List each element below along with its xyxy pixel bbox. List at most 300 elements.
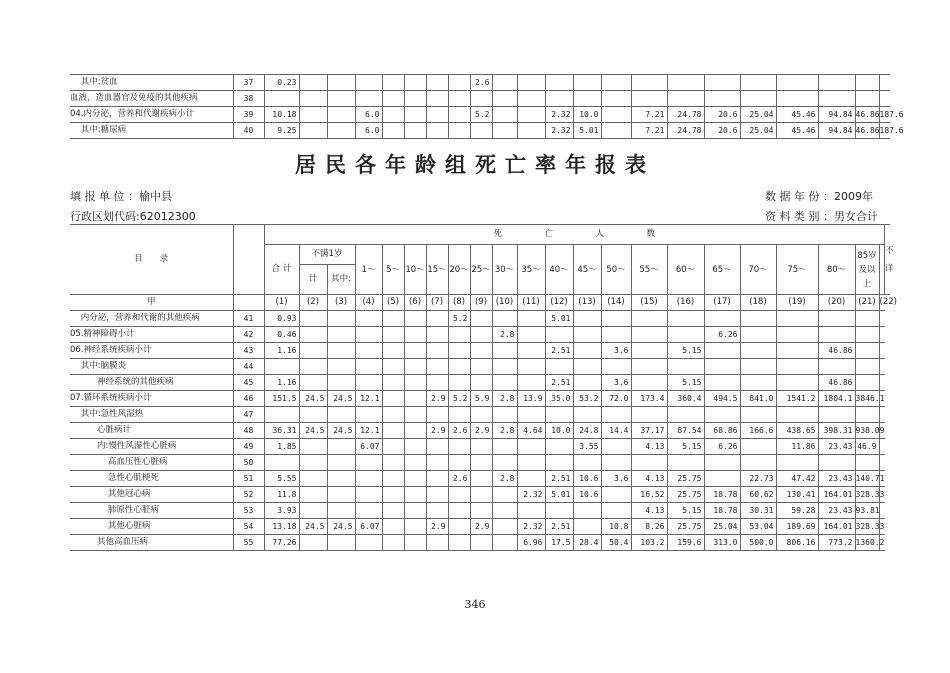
age-group-header: 45～	[573, 245, 601, 295]
table-cell: 6.07	[355, 439, 382, 455]
table-cell: 151.5	[264, 391, 299, 407]
table-cell	[355, 471, 382, 487]
table-cell	[517, 407, 545, 423]
age-group-header: 55～	[631, 245, 667, 295]
table-cell	[573, 327, 601, 343]
table-cell	[492, 91, 517, 107]
table-cell	[601, 107, 631, 123]
table-cell	[327, 535, 355, 551]
table-cell: 164.01	[818, 487, 855, 503]
table-cell: 6.0	[355, 123, 382, 139]
table-cell: 2.51	[545, 343, 573, 359]
table-cell	[740, 455, 776, 471]
table-cell: 13.18	[264, 519, 299, 535]
table-cell: 5.2	[448, 391, 470, 407]
table-cell	[855, 75, 879, 91]
table-cell	[426, 123, 448, 139]
table-cell	[740, 327, 776, 343]
table-cell	[448, 123, 470, 139]
table-cell	[704, 343, 740, 359]
table-cell: 841.0	[740, 391, 776, 407]
table-row	[70, 503, 890, 519]
row-label: 心脏病计	[70, 423, 233, 439]
table-cell	[382, 455, 404, 471]
table-cell	[382, 123, 404, 139]
table-cell	[855, 359, 879, 375]
table-cell: 10.6	[573, 471, 601, 487]
table-cell	[631, 343, 667, 359]
table-cell	[704, 407, 740, 423]
table-cell	[573, 359, 601, 375]
table-cell	[492, 75, 517, 91]
table-cell	[355, 503, 382, 519]
table-cell	[327, 471, 355, 487]
table-cell: 94.84	[818, 123, 855, 139]
table-cell	[879, 455, 885, 471]
table-cell: 11.86	[776, 439, 818, 455]
table-cell	[545, 503, 573, 519]
table-cell	[776, 455, 818, 471]
table-cell	[404, 487, 426, 503]
table-cell	[299, 107, 327, 123]
table-row	[70, 455, 890, 471]
table-cell	[601, 487, 631, 503]
table-cell	[404, 407, 426, 423]
table-cell	[299, 91, 327, 107]
table-cell	[740, 439, 776, 455]
table-cell: 22.73	[740, 471, 776, 487]
table-cell	[448, 407, 470, 423]
table-cell	[355, 311, 382, 327]
table-cell	[492, 503, 517, 519]
age-group-header: 15～	[426, 245, 448, 295]
table-cell	[545, 439, 573, 455]
table-row	[70, 375, 890, 391]
table-cell	[855, 311, 879, 327]
row-label: 其中:脑膜炎	[70, 359, 233, 375]
table-cell	[355, 327, 382, 343]
table-cell	[355, 359, 382, 375]
table-cell: 140.71	[855, 471, 879, 487]
table-row	[70, 107, 890, 123]
table-cell	[299, 311, 327, 327]
table-cell	[573, 375, 601, 391]
table-cell: 9.25	[264, 123, 299, 139]
table-cell	[879, 327, 885, 343]
table-cell	[382, 407, 404, 423]
table-row	[70, 123, 890, 139]
table-cell	[426, 407, 448, 423]
table-cell	[517, 107, 545, 123]
table-cell	[382, 487, 404, 503]
table-cell	[404, 375, 426, 391]
table-cell	[382, 343, 404, 359]
table-cell	[776, 359, 818, 375]
table-cell: 2.51	[545, 519, 573, 535]
table-cell	[448, 75, 470, 91]
row-label: 07.循环系统疾病小计	[70, 391, 233, 407]
table-cell	[776, 311, 818, 327]
table-cell	[299, 487, 327, 503]
table-cell	[517, 91, 545, 107]
row-line-number: 53	[233, 503, 264, 519]
table-cell: 36.31	[264, 423, 299, 439]
division-code-label: 行政区划代码:	[70, 210, 140, 223]
data-type	[765, 208, 878, 224]
table-cell: 94.84	[818, 107, 855, 123]
table-cell	[448, 519, 470, 535]
table-cell	[264, 359, 299, 375]
table-cell	[426, 359, 448, 375]
table-cell: 0.23	[264, 75, 299, 91]
table-row	[70, 75, 890, 91]
row-label: 05.精神障碍小计	[70, 327, 233, 343]
column-number: (21)	[855, 295, 879, 311]
row-line-number: 52	[233, 487, 264, 503]
table-cell	[299, 503, 327, 519]
row-label: 内:慢性风湿性心脏病	[70, 439, 233, 455]
table-cell	[470, 455, 492, 471]
column-number: (4)	[355, 295, 382, 311]
table-cell: 2.6	[448, 423, 470, 439]
table-cell: 1360.2	[855, 535, 879, 551]
table-row	[70, 407, 890, 423]
table-cell	[404, 391, 426, 407]
table-cell	[545, 75, 573, 91]
table-cell: 24.5	[327, 423, 355, 439]
table-row	[70, 487, 890, 503]
table-cell	[264, 91, 299, 107]
table-cell: 25.04	[740, 107, 776, 123]
table-cell	[776, 343, 818, 359]
table-cell	[631, 75, 667, 91]
table-cell: 25.75	[667, 519, 704, 535]
table-cell	[740, 359, 776, 375]
table-cell: 1.16	[264, 375, 299, 391]
page-number: 346	[464, 598, 486, 611]
table-cell: 11.8	[264, 487, 299, 503]
table-cell	[448, 91, 470, 107]
column-number: (1)	[264, 295, 299, 311]
table-cell	[879, 343, 885, 359]
table-cell	[855, 455, 879, 471]
table-cell	[631, 375, 667, 391]
column-number: (22)	[879, 295, 885, 311]
table-cell	[573, 455, 601, 471]
table-cell: 313.0	[704, 535, 740, 551]
table-cell: 16.52	[631, 487, 667, 503]
table-cell: 0.93	[264, 311, 299, 327]
table-cell: 37.17	[631, 423, 667, 439]
table-cell	[327, 75, 355, 91]
table-cell	[264, 407, 299, 423]
table-cell: 24.8	[573, 423, 601, 439]
table-cell	[818, 359, 855, 375]
table-cell	[404, 343, 426, 359]
table-cell	[631, 359, 667, 375]
table-cell: 46.9	[855, 439, 879, 455]
table-cell	[879, 407, 885, 423]
column-number: (2)	[299, 295, 327, 311]
table-cell	[299, 75, 327, 91]
table-cell: 25.04	[740, 123, 776, 139]
table-cell: 5.2	[448, 311, 470, 327]
table-cell	[299, 407, 327, 423]
table-cell	[470, 439, 492, 455]
table-cell	[299, 439, 327, 455]
table-cell	[855, 343, 879, 359]
table-cell	[404, 519, 426, 535]
table-cell	[667, 311, 704, 327]
row-label: 其中:糖尿病	[70, 123, 233, 139]
table-cell	[631, 311, 667, 327]
table-cell: 20.6	[704, 107, 740, 123]
table-cell: 47.42	[776, 471, 818, 487]
table-cell: 2.8	[492, 423, 517, 439]
table-cell: 2.6	[470, 75, 492, 91]
table-row	[70, 519, 890, 535]
table-cell: 25.75	[667, 471, 704, 487]
table-cell: 59.28	[776, 503, 818, 519]
table-cell	[327, 455, 355, 471]
table-cell: 24.5	[299, 423, 327, 439]
table-cell: 6.96	[517, 535, 545, 551]
table-cell	[573, 407, 601, 423]
unknown-header-label: 不详	[885, 245, 894, 274]
table-cell: 24.5	[327, 519, 355, 535]
total-header: 合 计	[264, 245, 299, 295]
table-cell	[382, 375, 404, 391]
table-cell	[879, 359, 885, 375]
table-cell: 77.26	[264, 535, 299, 551]
table-cell	[426, 503, 448, 519]
row-line-number: 37	[233, 75, 264, 91]
table-cell: 3846.1	[855, 391, 879, 407]
table-cell	[448, 439, 470, 455]
table-cell: 360.4	[667, 391, 704, 407]
table-cell	[470, 487, 492, 503]
table-cell: 6.26	[704, 327, 740, 343]
table-cell	[855, 375, 879, 391]
row-line-number: 54	[233, 519, 264, 535]
row-line-number: 41	[233, 311, 264, 327]
row-line-number: 45	[233, 375, 264, 391]
table-cell	[517, 375, 545, 391]
table-cell: 130.41	[776, 487, 818, 503]
table-cell: 2.8	[492, 327, 517, 343]
table-cell	[740, 343, 776, 359]
table-cell: 5.01	[573, 123, 601, 139]
table-cell: 10.0	[573, 107, 601, 123]
table-cell	[601, 455, 631, 471]
table-cell	[299, 471, 327, 487]
age-group-header: 40～	[545, 245, 573, 295]
table-cell: 93.81	[855, 503, 879, 519]
table-cell	[382, 503, 404, 519]
table-cell	[667, 91, 704, 107]
table-cell: 398.31	[818, 423, 855, 439]
table-cell	[740, 311, 776, 327]
table-cell	[327, 503, 355, 519]
column-number: (19)	[776, 295, 818, 311]
table-cell: 17.5	[545, 535, 573, 551]
table-cell: 45.46	[776, 123, 818, 139]
table-row	[70, 535, 890, 551]
age-group-header: 20～	[448, 245, 470, 295]
table-cell: 164.01	[818, 519, 855, 535]
table-cell: 20.6	[704, 123, 740, 139]
row-line-number: 39	[233, 107, 264, 123]
table-cell: 8.26	[631, 519, 667, 535]
table-cell	[355, 343, 382, 359]
table-cell: 500.0	[740, 535, 776, 551]
table-cell: 23.43	[818, 439, 855, 455]
table-cell: 2.32	[517, 519, 545, 535]
table-cell	[327, 343, 355, 359]
table-cell	[517, 439, 545, 455]
column-number: (9)	[470, 295, 492, 311]
column-number: (13)	[573, 295, 601, 311]
table-cell: 2.8	[492, 391, 517, 407]
table-cell	[492, 343, 517, 359]
table-cell	[879, 375, 885, 391]
table-row	[70, 91, 890, 107]
table-cell	[404, 123, 426, 139]
table-cell	[855, 91, 879, 107]
table-cell	[517, 75, 545, 91]
table-cell: 5.01	[545, 487, 573, 503]
column-number: (18)	[740, 295, 776, 311]
column-number: (5)	[382, 295, 404, 311]
column-number: (11)	[517, 295, 545, 311]
table-cell	[517, 123, 545, 139]
row-label: 其他心脏病	[70, 519, 233, 535]
table-cell	[879, 311, 885, 327]
table-cell	[740, 75, 776, 91]
table-cell	[601, 327, 631, 343]
table-cell: 2.8	[492, 471, 517, 487]
age-group-header: 80～	[818, 245, 855, 295]
table-cell	[382, 359, 404, 375]
table-cell: 45.46	[776, 107, 818, 123]
table-cell	[492, 359, 517, 375]
table-cell: 166.6	[740, 423, 776, 439]
age-group-header: 70～	[740, 245, 776, 295]
table-cell	[382, 535, 404, 551]
under1-header: 不满1岁	[299, 245, 355, 265]
table-cell: 30.31	[740, 503, 776, 519]
row-line-number: 50	[233, 455, 264, 471]
table-cell	[704, 471, 740, 487]
row-label: 04.内分泌，营养和代谢疾病小计	[70, 107, 233, 123]
table-cell: 4.13	[631, 439, 667, 455]
table-cell	[517, 503, 545, 519]
table-cell	[382, 391, 404, 407]
table-cell	[776, 407, 818, 423]
table-cell: 2.9	[470, 519, 492, 535]
age-85-header: 85岁及以上	[855, 245, 879, 295]
table-cell	[855, 407, 879, 423]
table-cell	[404, 535, 426, 551]
table-cell	[704, 375, 740, 391]
column-number: (7)	[426, 295, 448, 311]
table-cell	[631, 455, 667, 471]
table-cell: 24.5	[299, 391, 327, 407]
table-cell: 2.51	[545, 471, 573, 487]
reporting-unit-label: 填 报 单 位 ：	[70, 190, 139, 203]
table-cell	[517, 327, 545, 343]
table-cell: 5.55	[264, 471, 299, 487]
row-line-number: 46	[233, 391, 264, 407]
table-cell: 4.13	[631, 503, 667, 519]
row-line-number: 43	[233, 343, 264, 359]
table-cell: 2.9	[426, 519, 448, 535]
table-cell: 328.33	[855, 519, 879, 535]
report-title: 居民各年龄组死亡率年报表	[295, 153, 655, 177]
table-cell	[517, 343, 545, 359]
column-number: (14)	[601, 295, 631, 311]
table-cell: 18.78	[704, 487, 740, 503]
top-continuation-table	[70, 74, 904, 139]
row-line-number: 55	[233, 535, 264, 551]
table-cell: 10.8	[601, 519, 631, 535]
table-cell	[601, 91, 631, 107]
row-line-number: 42	[233, 327, 264, 343]
table-cell	[740, 91, 776, 107]
table-cell: 6.26	[704, 439, 740, 455]
table-cell: 173.4	[631, 391, 667, 407]
table-cell	[404, 359, 426, 375]
table-cell: 187.6	[879, 107, 890, 123]
table-row	[70, 311, 890, 327]
table-cell	[448, 487, 470, 503]
table-cell: 0.46	[264, 327, 299, 343]
column-number: (12)	[545, 295, 573, 311]
table-cell	[704, 359, 740, 375]
row-line-number: 51	[233, 471, 264, 487]
age-group-header: 65～	[704, 245, 740, 295]
table-cell: 4.64	[517, 423, 545, 439]
table-cell: 24.5	[327, 391, 355, 407]
division-code-value: 62012300	[139, 210, 196, 223]
table-cell: 806.16	[776, 535, 818, 551]
table-cell	[631, 327, 667, 343]
table-cell	[601, 123, 631, 139]
table-cell	[492, 455, 517, 471]
table-cell: 1541.2	[776, 391, 818, 407]
table-cell	[704, 311, 740, 327]
unknown-header	[885, 225, 894, 295]
table-cell: 187.6	[879, 123, 890, 139]
table-cell	[448, 327, 470, 343]
table-cell	[470, 375, 492, 391]
row-label: 急性心肌梗死	[70, 471, 233, 487]
table-cell	[404, 327, 426, 343]
table-cell	[704, 455, 740, 471]
table-cell	[879, 91, 890, 107]
table-cell	[492, 487, 517, 503]
table-cell: 3.6	[601, 343, 631, 359]
table-cell: 7.21	[631, 123, 667, 139]
table-cell	[601, 75, 631, 91]
table-cell	[492, 311, 517, 327]
age-group-header: 5～	[382, 245, 404, 295]
table-cell	[545, 359, 573, 375]
table-cell: 53.04	[740, 519, 776, 535]
table-cell	[355, 75, 382, 91]
table-cell: 773.2	[818, 535, 855, 551]
row-line-number: 40	[233, 123, 264, 139]
